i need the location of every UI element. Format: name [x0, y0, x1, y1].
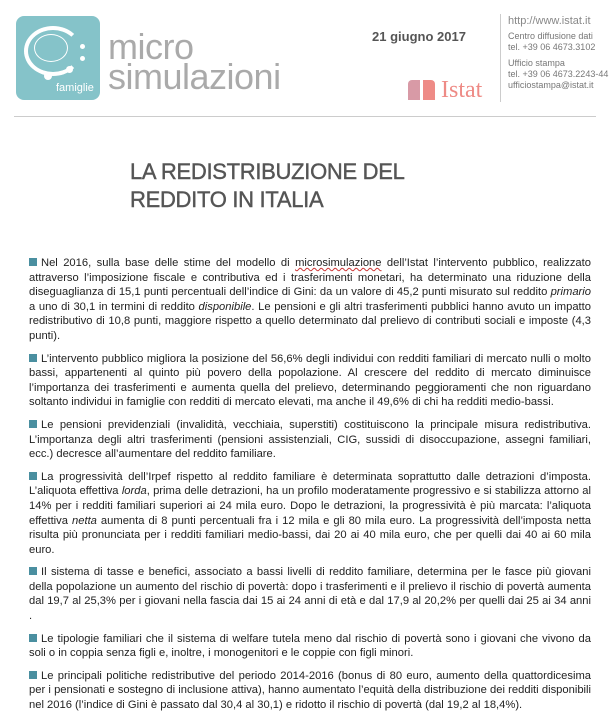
- paragraph-text: primario: [550, 286, 591, 299]
- paragraph-text: Nel 2016, sulla base delle stime del modello di: [41, 257, 296, 269]
- summary-paragraph: [29, 565, 591, 623]
- square-bullet-icon: [29, 420, 37, 428]
- square-bullet-icon: [29, 258, 37, 266]
- square-bullet-icon: [29, 567, 37, 575]
- paragraph-text: lorda: [121, 485, 147, 498]
- contact2-email[interactable]: ufficiostampa@istat.it: [508, 80, 594, 90]
- paragraph-text: Le pensioni previdenziali (invalidità, vecchiaia, superstiti) costituiscono la principale misura redistributiva. L’importanza degli altri trasferimenti (pensioni assistenziali, CIG, sussidi di disoccupazione, assegni familiari, ecc.) decresce all’aumentare del reddito familiare.: [29, 418, 591, 461]
- logo-label: famiglie: [56, 82, 94, 94]
- brand-line-2: simulazioni: [108, 56, 281, 97]
- paragraph-text: a uno di 30,1 in termini di reddito: [29, 300, 199, 313]
- contact1-title: Centro diffusione dati: [508, 31, 593, 41]
- contact2-title: Ufficio stampa: [508, 58, 565, 68]
- website-link[interactable]: http://www.istat.it: [508, 15, 591, 27]
- paragraph-text: microsimulazione: [295, 257, 382, 269]
- square-bullet-icon: [29, 671, 37, 679]
- paragraph-text: netta: [72, 514, 97, 527]
- header-divider: [500, 14, 501, 102]
- paragraph-text: L’intervento pubblico migliora la posizione del 56,6% degli individui con redditi familiari di mercato nulli o molto bassi, appartenenti al quinto più povero della popolazione. Al crescere del reddito di mercato diminuisce l’importanza dei trasferimenti e aumenta quella del prelievo, determinando peggioramenti che non riguardano soltanto individui in famiglie con redditi di mercato elevati, ma anche il 49,6% di chi ha redditi medio-bassi.: [29, 352, 591, 409]
- famiglie-logo: [16, 16, 100, 100]
- contact-info: [508, 16, 608, 96]
- paragraph-text: Le tipologie familiari che il sistema di welfare tutela meno dal rischio di povertà sono i giovani che vivono da soli o in coppia senza figli e, inoltre, i monogenitori e le coppie con figli minori.: [29, 632, 591, 660]
- paragraph-text: Le principali politiche redistributive del periodo 2014-2016 (bonus di 80 euro, aumento della quattordicesima per i pensionati e sostegno di inclusione attiva), hanno aumentato l’equità della distribuzione dei redditi disponibili nel 2016 (l’indice di Gini è passato dal 30,4 al 30,1) e ridotto il rischio di povertà (dal 19,2 al 18,4%).: [29, 669, 591, 712]
- contact1-tel: tel. +39 06 4673.3102: [508, 42, 596, 52]
- title-line-2: REDDITO IN ITALIA: [130, 187, 324, 212]
- paragraph-text: La progressività dell’Irpef rispetto al reddito familiare è determinata soprattutto dalle detrazioni d’imposta. L’aliquota effettiva: [29, 470, 591, 498]
- summary-paragraph: [29, 418, 591, 462]
- page-title: [130, 158, 470, 214]
- brand-title: [108, 26, 281, 97]
- paragraph-text: Il sistema di tasse e benefici, associato a bassi livelli di reddito familiare, determina per le fasce più giovani della popolazione un aumento del rischio di povertà: dopo i trasferimenti e il prelievo il rischio di povertà aumenta dal 19,7 al 25,3% per i giovani nella fascia dai 15 ai 24 anni di età e dal 17,9 al 20,2% per quelli dai 25 ai 34 anni .: [29, 566, 591, 623]
- paragraph-text: . Le pensioni e gli altri trasferimenti pubblici hanno avuto un impatto redistributivo di 10,8 punti, maggiore rispetto a quello determinato dal prelievo di contributi sociali e imposte (4,3 punti).: [29, 300, 591, 342]
- bar-chart-icon: [34, 34, 68, 62]
- paragraph-text: aumenta di 8 punti percentuali fra i 12 mila e gli 80 mila euro. La progressività dell’imposta netta risulta più pronunciata per i redditi familiari medio-bassi, dai 20 ai 40 mila euro, che per quelli dai 40 ai 60 mila euro.: [29, 514, 592, 556]
- title-line-1: LA REDISTRIBUZIONE DEL: [130, 159, 405, 184]
- publication-date: 21 giugno 2017: [372, 29, 466, 44]
- square-bullet-icon: [29, 472, 37, 480]
- summary-paragraph: [29, 669, 591, 713]
- paragraph-text: , prima delle detrazioni, ha un profilo moderatamente progressivo e si stabilizza attorno al 14% per i redditi familiari superiori ai 24 mila euro. Dopo le detrazioni, la progressività è più marcata: l’aliquota effettiva: [29, 485, 591, 527]
- header-rule: [14, 116, 596, 117]
- summary-paragraph: [29, 256, 591, 344]
- brand-line-1: micro: [108, 26, 194, 67]
- square-bullet-icon: [29, 354, 37, 362]
- summary-paragraph: [29, 470, 591, 558]
- paragraph-text: dell’Istat l’intervento pubblico, realizzato attraverso l’imposizione fiscale e contributiva ed i trasferimenti monetari, ha determinato una riduzione della diseguaglianza di 15,1 punti percentuali dell’indice di Gini: da un valore di 45,2 punti misurato sul reddito: [29, 257, 591, 299]
- summary-paragraph: [29, 632, 591, 661]
- summary-body: [29, 256, 591, 721]
- summary-paragraph: [29, 352, 591, 410]
- contact2-tel: tel. +39 06 4673.2243-44: [508, 69, 609, 79]
- istat-logo: Istat: [408, 80, 482, 100]
- square-bullet-icon: [29, 634, 37, 642]
- paragraph-text: disponibile: [198, 300, 252, 313]
